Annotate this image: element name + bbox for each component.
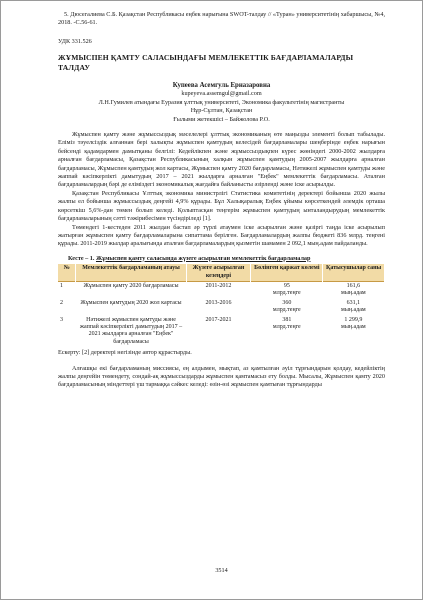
body-paragraph-1: Жұмыспен қамту және жұмыссыздық мәселелері ұлттық экономиканың өте маңызды элементі болып табылады. Еліміз тәуелсіздік алғаннан бері халықты жұмыспен қамтудың келесідей бағдарламалары шеңберінде еңбек нарығын бейсенді қадамдармен дамытқаны белгілі: Кедейлікпен және жұмыссыздықпен күрес жөніндегі 2000-2002 жылдарға арналған бағдарламасы, Қазақстан Республикасының халқын жұмыспен қамтудың 2005-2007 жылдарға арналған бағдарламасы, Жұмыспен қамтудың жол картасы, Жұмыспен қамту 2020 бағдарламасы, Нәтижелі жұмыспен қамтуды және жаппай кәсіпкерлікті дамытудың 2017 – 2021 жылдарға арналған "Еңбек" мемлекеттік бағдарламасы. Аталған бағдарламалардың бәрі де еліміздегі экономикалық жағдайға байланысты әзірленді және іске асырылды. (58, 131, 385, 189)
row-participants-unit: мың.адам (341, 307, 366, 314)
row-program-name: Жұмыспен қамту 2020 бағдарламасы (83, 282, 179, 289)
row-participants-unit: мың.адам (341, 290, 366, 297)
table-caption-label: Кесте – 1. (68, 254, 95, 262)
row-participants (323, 281, 384, 298)
page-number: 3514 (215, 567, 228, 574)
row-amount-unit: млрд.теңге (272, 290, 301, 297)
row-program-name: Жұмыспен қамтудың 2020 жол картасы (80, 299, 182, 306)
table-row (58, 316, 384, 348)
row-amount-unit: млрд.теңге (272, 307, 301, 314)
table-source-note: Ескерту: [2] деректері негізінде автор құрастырды. (58, 349, 192, 357)
row-participants (323, 299, 384, 316)
row-period: 2017-2021 (205, 316, 232, 323)
row-period: 2013-2016 (205, 299, 232, 306)
row-participants-value: 161,6 (346, 282, 361, 289)
row-amount-value: 381 (282, 316, 292, 323)
scientific-supervisor: Ғылыми жетекшісі – Байжолова Р.О. (173, 115, 270, 123)
article-title: ЖҰМЫСПЕН ҚАМТУ САЛАСЫНДАҒЫ МЕМЛЕКЕТТІК БАҒДАРЛАМАЛАРДЫ ТАЛДАУ (58, 53, 354, 72)
row-participants-value: 1 299,9 (344, 316, 363, 323)
row-amount (251, 281, 323, 298)
table-row (58, 299, 384, 316)
row-amount (251, 316, 323, 348)
row-program-name: Нәтижелі жұмыспен қамтуды және жаппай кәсіпкерлікті дамытудың 2017 – 2021 жылдарға арналған "Еңбек" бағдарламасы (79, 316, 183, 345)
row-amount-value: 95 (283, 282, 290, 289)
table-row (58, 281, 384, 298)
programs-table (58, 264, 384, 347)
body-paragraph-2: Қазақстан Республикасы Ұлттық экономика министрлігі Статистика комитетінің деректері бойынша 2020 жылы жалпы ел бойынша жұмыссыздық деңгейі 4,9% құрады. Бұл Халықаралық Еңбек ұйымы көрсеткендей әлемдік орташа көрсеткіш 5,6%-дан төмен болып келеді. Қолыптасқан теңгерім жұмыспен қамтудың ынталандырудың мемлекеттік бағдарламаларының сәтті тәжірибесімен түсіндіріледі [1]. (58, 189, 385, 223)
table-header-row (58, 264, 384, 281)
header-period: Жүзеге асырылған кезеңдері (186, 264, 251, 281)
author-city: Нұр-Сұлтан, Қазақстан (190, 107, 253, 115)
row-amount-unit: млрд.теңге (272, 323, 301, 330)
body-paragraph-4: Алғашқы екі бағдарламаның миссиясы, ең алдымен, мықтап, аз қамтылған әуіл тұрғындарын қолдау, кедейліктің жалпы деңгейін төмендету, сондай-ақ жұмыссыздарды жұмыспен қамтамасыз ету болды. Мысалы, Жұмыспен қамту 2020 бағдарламасының міндеттері үш тармаққа сәйкес келеді: өзін-өзі жұмыспен қамтыған тұрғындарды (58, 364, 385, 389)
udc-code: УДК 331.526 (58, 37, 92, 45)
table-caption-text: Жұмыспен қамту саласында жүзеге асырылған мемлекеттік бағдарламалар (95, 254, 311, 262)
row-participants-value: 631,1 (346, 299, 361, 306)
row-period: 2011-2012 (205, 282, 232, 289)
author-affiliation: Л.Н.Гумилев атындағы Еуразия ұлттық университеті, Экономика факультетінің магистранты (98, 98, 345, 106)
row-participants-unit: мың.адам (341, 323, 366, 330)
header-number: № (58, 264, 76, 281)
row-number: 1 (60, 282, 63, 289)
header-participants: Қатысушылар саны (323, 264, 384, 281)
row-number: 2 (60, 299, 63, 306)
row-number: 3 (60, 316, 63, 323)
row-amount (251, 299, 323, 316)
row-amount-value: 360 (282, 299, 292, 306)
body-paragraph-3: Төмендегі 1-кестеден 2011 жылдан бастап әр түрлі атаумен іске асырылған және қазіргі таңда іске асырылып жатырған жұмыспен қамту бағдарламаларына сипаттама берілген. Бағдарламалардың жалпы бюджеті 836 млрд. теңгені құрады. 2011-2019 жылдар аралығында аталған бағдарламалардың қызметін шамамен 2 092,1 мың.адам пайдаланды. (58, 223, 385, 248)
header-amount: Бөлінген қаржат көлемі (251, 264, 323, 281)
author-name: Купеева Асемгуль Ерназаровна (172, 82, 271, 90)
table-caption (58, 255, 385, 263)
author-email: kupeyeva.assemgul@gmail.com (181, 90, 262, 98)
reference-entry: 5. Дюсегалиева С.Б. Қазақстан Республикасы еңбек нарығына SWOT-талдау // «Туран» университетінің хабаршысы, №4, 2018. -С.56-61. (58, 11, 385, 27)
header-program-name: Мемлекеттік бағдарламаның атауы (76, 264, 186, 281)
row-participants (323, 316, 384, 348)
page-content (58, 11, 385, 574)
